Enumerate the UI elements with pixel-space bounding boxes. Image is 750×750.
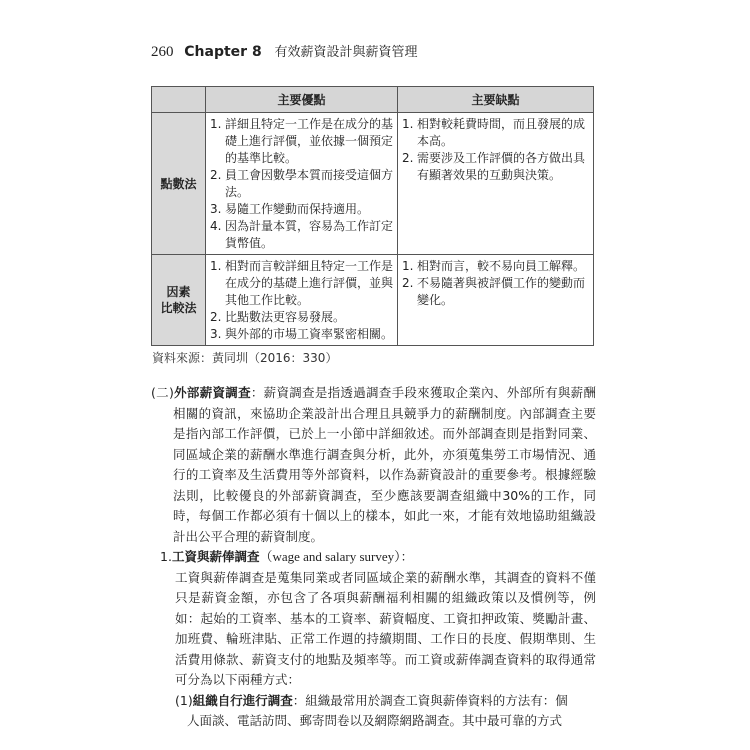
list-item	[210, 326, 393, 343]
subsection-number: 1.	[160, 549, 172, 564]
cons-list	[402, 116, 589, 184]
item-text: 需要涉及工作評價的各方做出具有顯著效果的互動與決策。	[417, 151, 586, 182]
list-item	[210, 218, 393, 252]
item-number: 2.	[402, 151, 414, 165]
item-text: 與外部的市場工資率緊密相關。	[225, 327, 394, 341]
subsubsection-label: (1)	[175, 692, 193, 708]
comparison-table	[151, 86, 594, 346]
pros-list	[210, 258, 393, 343]
list-item	[402, 258, 589, 275]
list-item	[402, 150, 589, 184]
item-number: 2.	[210, 310, 222, 324]
item-text: 相對而言較詳細且特定一工作是在成分的基礎上進行評價，並與其他工作比較。	[225, 259, 394, 307]
table-header-row	[152, 87, 594, 113]
item-number: 2.	[402, 276, 414, 290]
item-text: 比點數法更容易發展。	[225, 310, 346, 324]
item-text: 相對較耗費時間，而且發展的成本高。	[417, 117, 586, 148]
item-number: 1.	[402, 259, 414, 273]
section-heading: 外部薪資調查	[173, 385, 251, 400]
item-text: 因為計量本質，容易為工作訂定貨幣值。	[225, 219, 394, 250]
item-text: 詳細且特定一工作是在成分的基礎上進行評價，並依據一個預定的基準比較。	[225, 117, 394, 165]
item-number: 3.	[210, 202, 222, 216]
page-header	[151, 42, 418, 62]
subsection-english-term: （wage and salary survey）	[259, 549, 401, 564]
row-header-point-method	[152, 113, 206, 255]
table-row	[152, 113, 594, 255]
item-number: 1.	[210, 259, 222, 273]
subsection-colon: ：	[400, 549, 414, 564]
row-header-line: 點數法	[160, 176, 197, 191]
item-text: 不易隨著與被評價工作的變動而變化。	[417, 276, 586, 307]
column-header-cons: 主要缺點	[398, 87, 594, 113]
paragraph-external-survey	[151, 383, 596, 547]
item-text: 員工會因數學本質而接受這個方法。	[225, 168, 394, 199]
pros-cell	[206, 255, 398, 346]
row-header-factor-comparison	[152, 255, 206, 346]
row-header-line: 比較法	[160, 301, 197, 315]
cons-cell	[398, 255, 594, 346]
paragraph-text: ：薪資調查是指透過調查手段來獲取企業內、外部所有與薪酬相關的資訊，來協助企業設計出合理且具競爭力的薪酬制度。內部調查主要是指內部工作評價，已於上一小節中詳細敘述。而外部調查則是指對同業、同區域企業的薪酬水準進行調查與分析，此外，亦須蒐集勞工市場情況、通行的工資率及生活費用等外部資料，以作為薪資設計的重要參考。根據經驗法則，比較優良的外部薪資調查，至少應該要調查組織中30%的工作，同時，每個工作都必須有十個以上的樣本，如此一來，才能有效地協助組織設計出公平合理的薪資制度。	[173, 385, 596, 544]
list-item	[210, 258, 393, 309]
subsection-heading	[151, 547, 596, 568]
subsubsection-title: 組織自行進行調查	[192, 692, 293, 708]
paragraph-text: 工資與薪俸調查是蒐集同業或者同區域企業的薪酬水準，其調查的資料不僅只是薪資金額，亦包含了各項與薪酬福利相關的組織政策以及慣例等，例如：起始的工資率、基本的工資率、薪資幅度、工資扣押政策、獎勵計畫、加班費、輪班津貼、正常工作週的持續期間、工作日的長度、假期準則、生活費用條款、薪資支付的地點及頻率等。而工資或薪俸調查資料的取得通常可分為以下兩種方式：	[175, 569, 596, 687]
list-item	[210, 116, 393, 167]
pros-cell	[206, 113, 398, 255]
item-number: 4.	[210, 219, 222, 233]
list-item	[210, 309, 393, 326]
table-source-note: 資料來源：黃同圳（2016：330）	[152, 351, 338, 365]
item-number: 3.	[210, 327, 222, 341]
paragraph-text: ：組織最常用於調查工資與薪俸資料的方法有：個	[292, 692, 568, 708]
chapter-title: 有效薪資設計與薪資管理	[274, 45, 418, 60]
section-label: (二)	[151, 385, 174, 400]
body-text	[151, 383, 596, 732]
item-text: 易隨工作變動而保持適用。	[225, 202, 370, 216]
subsection-paragraph	[151, 568, 596, 691]
list-item	[210, 167, 393, 201]
list-item	[210, 201, 393, 218]
cons-cell	[398, 113, 594, 255]
row-header-line: 因素	[166, 285, 191, 299]
item-number: 1.	[402, 117, 414, 131]
table-corner-cell	[152, 87, 206, 113]
subsection-title: 工資與薪俸調查	[171, 549, 260, 564]
subsubsection-paragraph	[151, 691, 596, 732]
chapter-label: Chapter 8	[184, 44, 262, 60]
item-text: 相對而言，較不易向員工解釋。	[417, 259, 586, 273]
cons-list	[402, 258, 589, 309]
list-item	[402, 116, 589, 150]
table-row	[152, 255, 594, 346]
item-number: 1.	[210, 117, 222, 131]
paragraph-text-continued: 人面談、電話訪問、郵寄問卷以及網際網路調查。其中最可靠的方式	[187, 713, 563, 728]
page-number: 260	[151, 44, 174, 60]
pros-list	[210, 116, 393, 252]
column-header-pros: 主要優點	[206, 87, 398, 113]
list-item	[402, 275, 589, 309]
item-number: 2.	[210, 168, 222, 182]
